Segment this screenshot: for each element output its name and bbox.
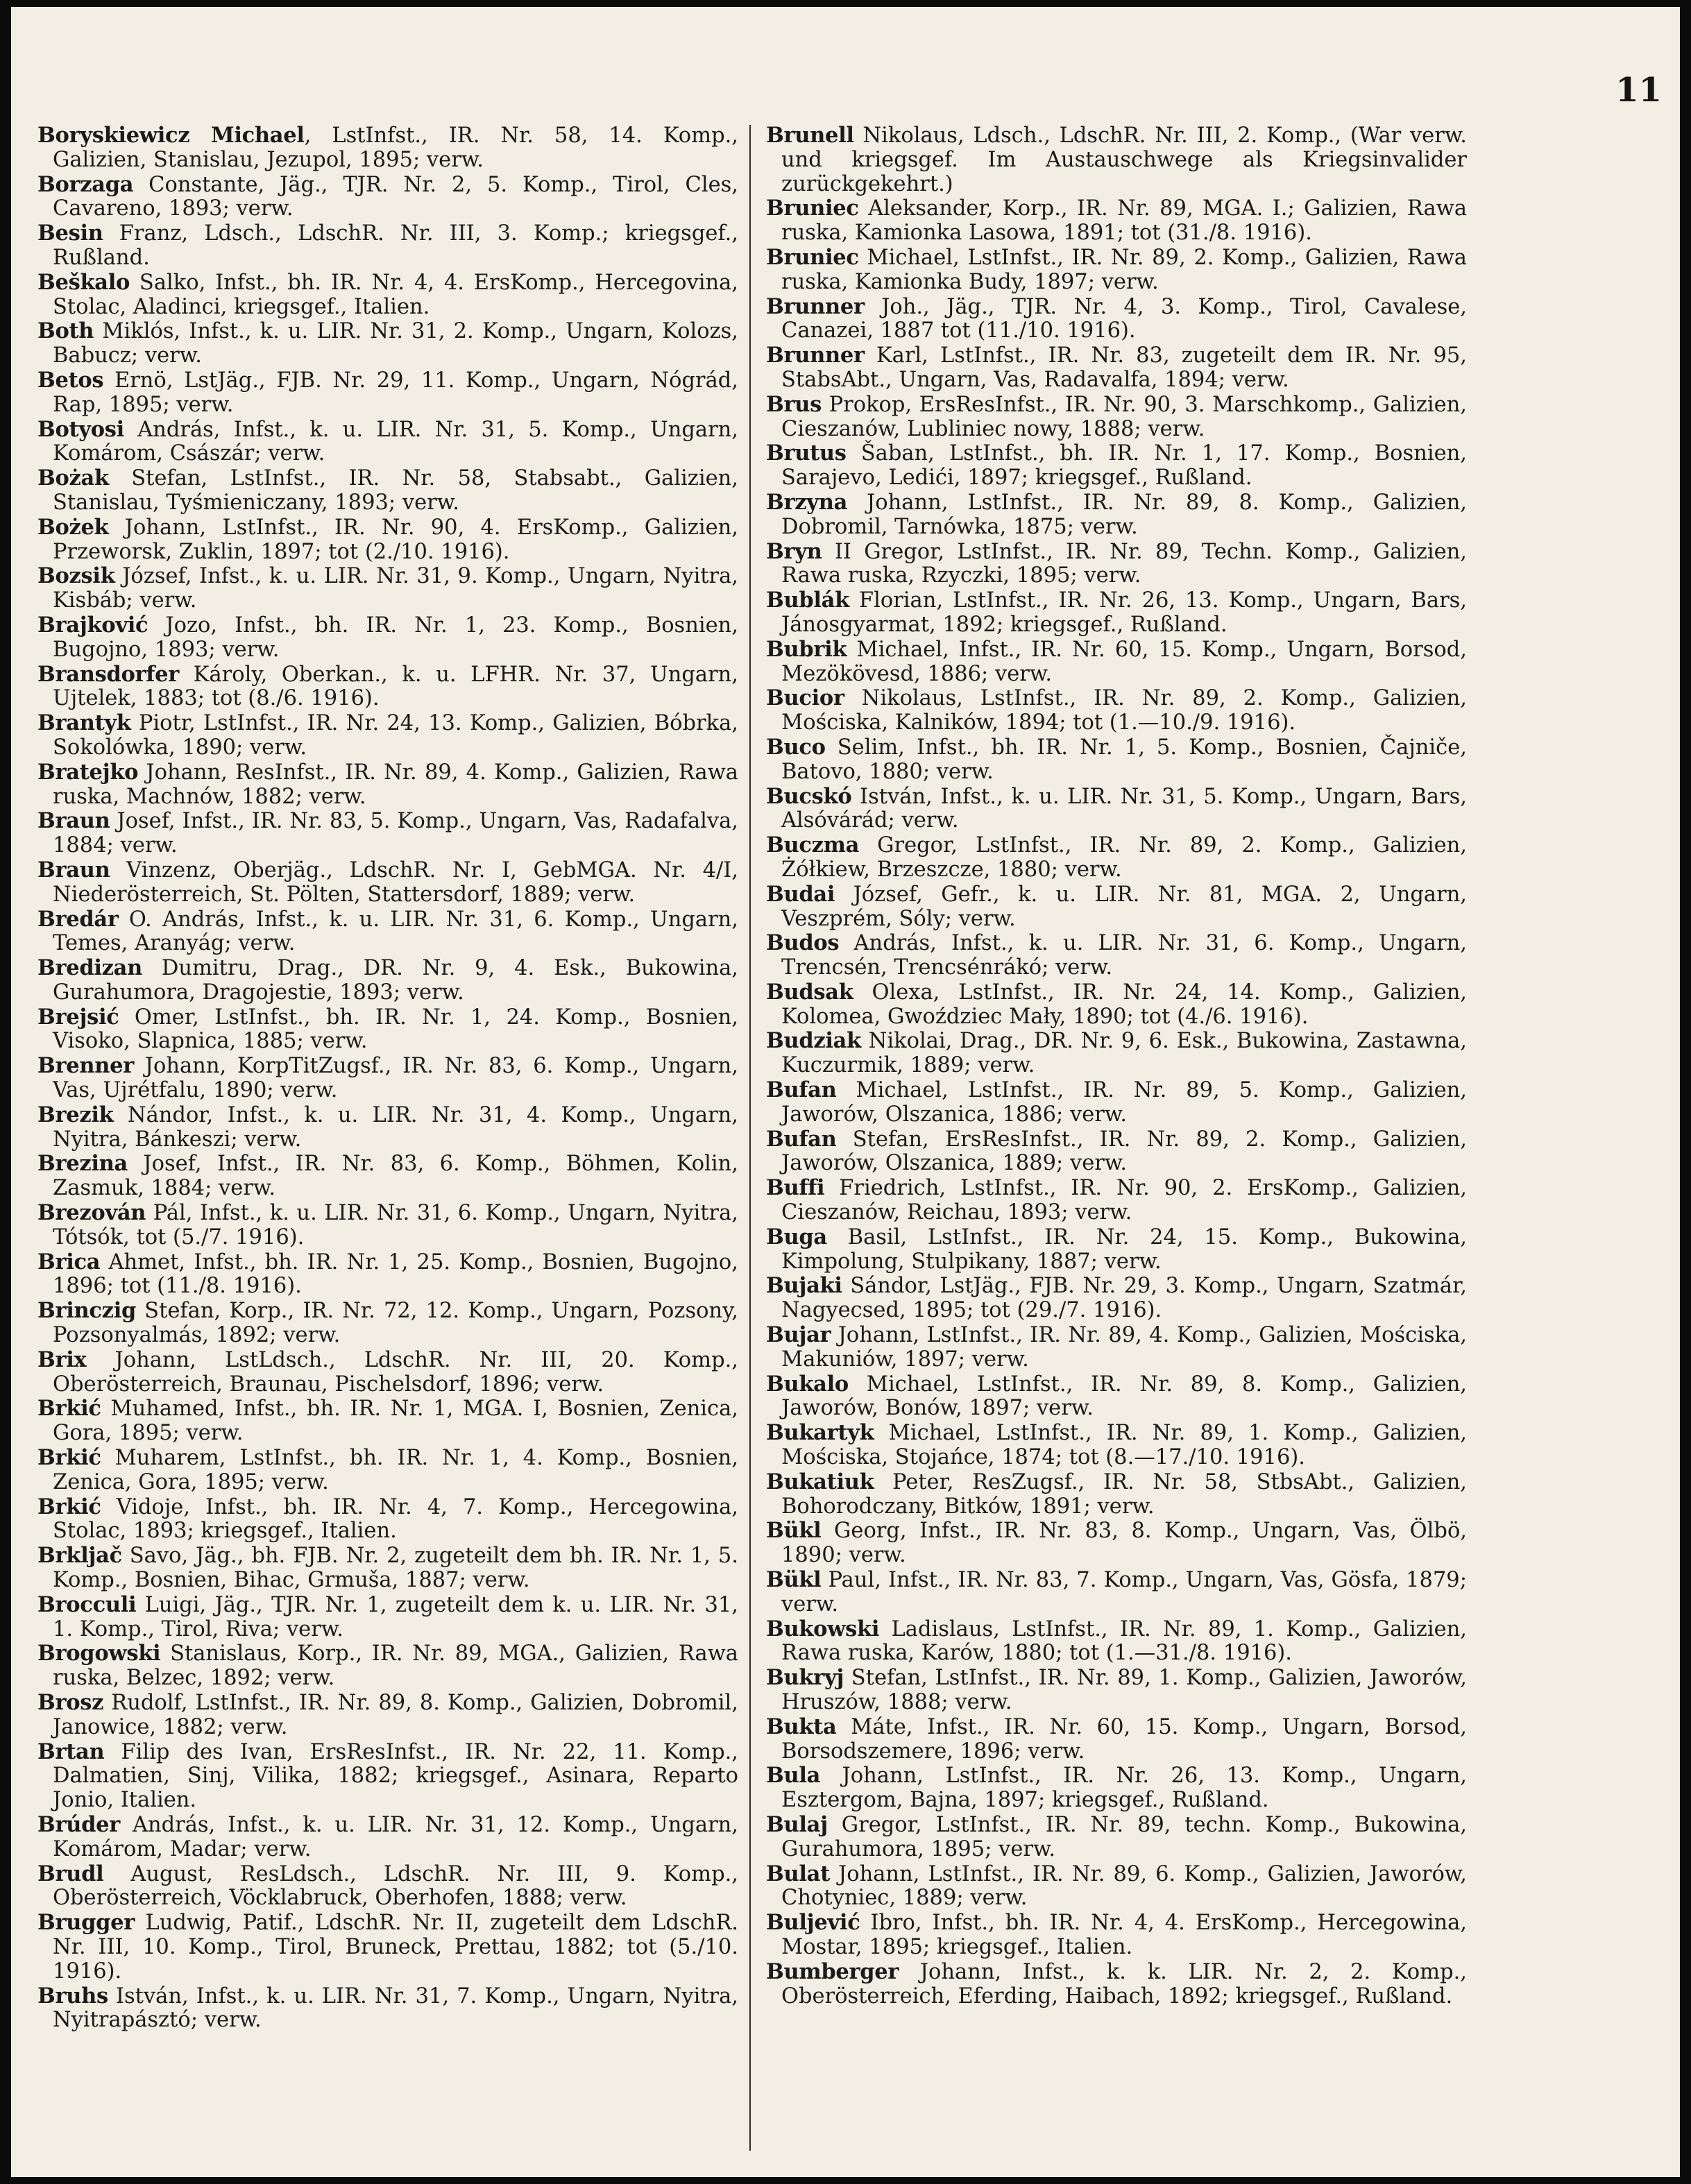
entry-surname: Bublák [766, 588, 849, 613]
entry-surname: Bujaki [766, 1273, 842, 1299]
column-divider [749, 125, 751, 2151]
entry-details: II Gregor, LstInfst., IR. Nr. 89, Techn. Komp., Galizien, Rawa ruska, Rzyczki, 1895; verw. [781, 539, 1467, 588]
entry-details: Johann, LstInfst., IR. Nr. 26, 13. Komp., Ungarn, Esztergom, Bajna, 1897; kriegsgef., Rußland. [781, 1764, 1467, 1813]
roster-entry [766, 1519, 1467, 1568]
roster-entry [37, 1201, 738, 1250]
entry-details: Vidoje, Infst., bh. IR. Nr. 4, 7. Komp., Hercegowina, Stolac, 1893; kriegsgef., Italien. [53, 1494, 738, 1544]
roster-entry [766, 441, 1467, 490]
entry-surname: Bożak [37, 466, 109, 491]
entry-surname: Bujar [766, 1322, 831, 1348]
entry-surname: Brunner [766, 293, 865, 319]
roster-entry [37, 1348, 738, 1397]
entry-details: András, Infst., k. u. LIR. Nr. 31, 5. Komp., Ungarn, Komárom, Császár; verw. [53, 417, 738, 466]
entry-details: Dumitru, Drag., DR. Nr. 9, 4. Esk., Bukowina, Gurahumora, Dragojestie, 1893; verw. [53, 956, 738, 1005]
roster-entry [766, 196, 1467, 246]
roster-entry [766, 931, 1467, 980]
entry-details: Muharem, LstInfst., bh. IR. Nr. 1, 4. Komp., Bosnien, Zenica, Gora, 1895; verw. [53, 1446, 738, 1494]
roster-entry [766, 1666, 1467, 1715]
entry-details: István, Infst., k. u. LIR. Nr. 31, 5. Komp., Ungarn, Bars, Alsóvárád; verw. [781, 784, 1467, 833]
entry-surname: Braun [37, 808, 110, 834]
entry-details: Salko, Infst., bh. IR. Nr. 4, 4. ErsKomp., Hercegovina, Stolac, Aladinci, kriegsgef., Italien. [53, 270, 738, 319]
left-column [37, 123, 738, 2163]
roster-entry [766, 1323, 1467, 1372]
roster-entry [37, 711, 738, 760]
entry-surname: Both [37, 318, 94, 344]
entry-surname: Bransdorfer [37, 661, 179, 687]
entry-surname: Buczma [766, 833, 860, 858]
entry-details: Michael, Infst., IR. Nr. 60, 15. Komp., Ungarn, Borsod, Mezökövesd, 1886; verw. [781, 637, 1467, 686]
entry-details: Johann, ResInfst., IR. Nr. 89, 4. Komp., Galizien, Rawa ruska, Machnów, 1882; verw. [53, 760, 738, 809]
entry-details: Rudolf, LstInfst., IR. Nr. 89, 8. Komp., Galizien, Dobromil, Janowice, 1882; verw. [53, 1691, 738, 1739]
entry-surname: Buljević [766, 1910, 860, 1936]
entry-details: Constante, Jäg., TJR. Nr. 2, 5. Komp., Tirol, Cles, Cavareno, 1893; verw. [53, 172, 738, 221]
entry-details: Josef, Infst., IR. Nr. 83, 6. Komp., Böhmen, Kolin, Zasmuk, 1884; verw. [53, 1152, 738, 1201]
entry-details: Piotr, LstInfst., IR. Nr. 24, 13. Komp., Galizien, Bóbrka, Sokolówka, 1890; verw. [53, 711, 738, 760]
entry-details: Johann, LstInfst., IR. Nr. 90, 4. ErsKomp., Galizien, Przeworsk, Zuklin, 1897; tot (2./10. 1916). [53, 515, 738, 564]
roster-entry [766, 1911, 1467, 1960]
entry-details: Michael, LstInfst., IR. Nr. 89, 2. Komp., Galizien, Rawa ruska, Kamionka Budy, 1897; verw. [781, 245, 1467, 294]
entry-details: Ludwig, Patif., LdschR. Nr. II, zugeteilt dem LdschR. Nr. III, 10. Komp., Tirol, Bruneck, Prettau, 1882; tot (5./10. 1916). [53, 1911, 738, 1983]
entry-details: Stefan, LstInfst., IR. Nr. 89, 1. Komp., Galizien, Jaworów, Hruszów, 1888; verw. [781, 1666, 1467, 1714]
entry-details: Johann, LstInfst., IR. Nr. 89, 6. Komp., Galizien, Jaworów, Chotyniec, 1889; verw. [781, 1861, 1467, 1911]
roster-entry [37, 1299, 738, 1348]
entry-details: Stefan, Korp., IR. Nr. 72, 12. Komp., Ungarn, Pozsony, Pozsonyalmás, 1892; verw. [53, 1299, 738, 1348]
entry-surname: Brugger [37, 1910, 135, 1936]
roster-entry [766, 1421, 1467, 1470]
entry-surname: Bukatiuk [766, 1469, 874, 1494]
entry-surname: Brogowski [37, 1641, 161, 1666]
roster-entry [766, 540, 1467, 589]
roster-entry [766, 1127, 1467, 1177]
entry-details: Johann, Infst., k. k. LIR. Nr. 2, 2. Komp., Oberösterreich, Eferding, Haibach, 1892; kriegsgef., Rußland. [781, 1959, 1467, 2008]
entry-surname: Boryskiewicz Michael [37, 123, 305, 148]
entry-details: Basil, LstInfst., IR. Nr. 24, 15. Komp., Bukowina, Kimpolung, Stulpikany, 1887; verw. [781, 1225, 1467, 1274]
entry-surname: Brinczig [37, 1298, 137, 1324]
entry-surname: Betos [37, 367, 104, 393]
entry-surname: Bucior [766, 685, 844, 711]
roster-entry [37, 418, 738, 467]
entry-details: Georg, Infst., IR. Nr. 83, 8. Komp., Ungarn, Vas, Ölbö, 1890; verw. [781, 1519, 1467, 1568]
roster-entry [37, 466, 738, 515]
roster-entry [37, 1691, 738, 1740]
entry-surname: Bożek [37, 514, 109, 540]
roster-entry [766, 882, 1467, 932]
roster-entry [766, 1617, 1467, 1666]
entry-details: Michael, LstInfst., IR. Nr. 89, 1. Komp., Galizien, Mościska, Stojańce, 1874; tot (8.—17./10. 1916). [781, 1421, 1467, 1470]
entry-details: Omer, LstInfst., bh. IR. Nr. 1, 24. Komp., Bosnien, Visoko, Slapnica, 1885; verw. [53, 1005, 738, 1054]
entry-details: István, Infst., k. u. LIR. Nr. 31, 7. Komp., Ungarn, Nyitra, Nyitrapásztó; verw. [53, 1983, 738, 2033]
roster-entry [37, 1593, 738, 1642]
entry-surname: Brudl [37, 1861, 104, 1886]
entry-surname: Bula [766, 1763, 821, 1789]
roster-entry [37, 1103, 738, 1152]
roster-entry [37, 271, 738, 320]
entry-details: Michael, LstInfst., IR. Nr. 89, 8. Komp., Galizien, Jaworów, Bonów, 1897; verw. [781, 1372, 1467, 1421]
entry-surname: Bulat [766, 1861, 830, 1886]
entry-surname: Brunell [766, 123, 854, 148]
roster-entry [37, 1544, 738, 1593]
roster-entry [37, 564, 738, 613]
entry-details: Ibro, Infst., bh. IR. Nr. 4, 4. ErsKomp., Hercegowina, Mostar, 1895; kriegsgef., Italien. [781, 1911, 1467, 1959]
entry-surname: Budziak [766, 1028, 861, 1054]
entry-details: Nikolaus, LstInfst., IR. Nr. 89, 2. Komp., Galizien, Mościska, Kalników, 1894; tot (1.—10./9. 1916). [781, 686, 1467, 735]
roster-entry [766, 393, 1467, 442]
entry-surname: Buga [766, 1224, 827, 1249]
entry-surname: Bukalo [766, 1371, 849, 1397]
roster-entry [37, 1250, 738, 1299]
roster-entry [37, 1054, 738, 1103]
entry-surname: Bredizan [37, 955, 143, 981]
entry-details: József, Infst., k. u. LIR. Nr. 31, 9. Komp., Ungarn, Nyitra, Kisbáb; verw. [53, 564, 738, 613]
right-column [766, 123, 1467, 2163]
roster-entry [37, 1446, 738, 1495]
entry-details: Stefan, ErsResInfst., IR. Nr. 89, 2. Komp., Galizien, Jaworów, Olszanica, 1889; verw. [781, 1127, 1467, 1176]
entry-surname: Brkić [37, 1445, 101, 1471]
roster-entry [37, 319, 738, 368]
entry-details: Aleksander, Korp., IR. Nr. 89, MGA. I.; Galizien, Rawa ruska, Kamionka Lasowa, 1891; tot (31./8. 1916). [781, 196, 1467, 246]
roster-entry [766, 1470, 1467, 1519]
entry-surname: Brkić [37, 1396, 101, 1422]
roster-entry [37, 1152, 738, 1201]
entry-details: Peter, ResZugsf., IR. Nr. 58, StbsAbt., Galizien, Bohorodczany, Bitków, 1891; verw. [781, 1469, 1467, 1519]
entry-surname: Beškalo [37, 269, 130, 295]
entry-surname: Bukartyk [766, 1420, 874, 1446]
roster-entry [37, 613, 738, 663]
roster-entry [37, 1495, 738, 1544]
entry-details: Jozo, Infst., bh. IR. Nr. 1, 23. Komp., Bosnien, Bugojno, 1893; verw. [53, 613, 738, 662]
entry-surname: Bükl [766, 1518, 822, 1544]
roster-entry [766, 980, 1467, 1030]
entry-surname: Bryn [766, 538, 822, 564]
entry-details: Franz, Ldsch., LdschR. Nr. III, 3. Komp.; kriegsgef., Rußland. [53, 221, 738, 270]
roster-entry [766, 246, 1467, 295]
entry-details: Karl, LstInfst., IR. Nr. 83, zugeteilt dem IR. Nr. 95, StabsAbt., Ungarn, Vas, Radavalfa, 1894; verw. [781, 343, 1467, 392]
entry-surname: Bufan [766, 1077, 837, 1103]
entry-surname: Brezina [37, 1151, 128, 1177]
entry-surname: Brzyna [766, 489, 848, 515]
entry-surname: Brocculi [37, 1592, 137, 1617]
roster-entry [37, 1005, 738, 1055]
roster-entry [766, 1078, 1467, 1127]
entry-surname: Brtan [37, 1739, 105, 1764]
entry-surname: Bredár [37, 906, 119, 932]
roster-entry [766, 833, 1467, 882]
roster-entry [766, 1274, 1467, 1323]
entry-details: Joh., Jäg., TJR. Nr. 4, 3. Komp., Tirol, Cavalese, Canazei, 1887 tot (11./10. 1916). [781, 294, 1467, 343]
roster-entry [766, 686, 1467, 735]
entry-surname: Botyosi [37, 416, 124, 442]
entry-surname: Bruniec [766, 244, 859, 270]
entry-details: Florian, LstInfst., IR. Nr. 26, 13. Komp., Ungarn, Bars, Jánosgyarmat, 1892; kriegsgef., Rußland. [781, 588, 1467, 637]
entry-surname: Bukowski [766, 1616, 880, 1641]
entry-surname: Brúder [37, 1811, 121, 1837]
roster-entry [37, 368, 738, 418]
roster-entry [766, 490, 1467, 540]
entry-details: Johann, LstLdsch., LdschR. Nr. III, 20. Komp., Oberösterreich, Braunau, Pischelsdorf, 1896; verw. [53, 1347, 738, 1397]
entry-details: Vinzenz, Oberjäg., LdschR. Nr. I, GebMGA. Nr. 4/I, Niederösterreich, St. Pölten, Stattersdorf, 1889; verw. [53, 858, 738, 907]
entry-surname: Bubrik [766, 636, 847, 662]
roster-entry [766, 295, 1467, 344]
entry-surname: Bucskó [766, 783, 852, 809]
page-number: 11 [1615, 71, 1662, 110]
entry-surname: Budos [766, 930, 840, 956]
entry-surname: Bruniec [766, 196, 859, 221]
roster-entry [766, 638, 1467, 687]
entry-surname: Braun [37, 857, 110, 882]
entry-surname: Brajković [37, 612, 148, 638]
entry-surname: Brix [37, 1347, 87, 1372]
entry-details: Máte, Infst., IR. Nr. 60, 15. Komp., Ungarn, Borsod, Borsodszemere, 1896; verw. [781, 1714, 1467, 1764]
roster-entry [37, 173, 738, 222]
entry-surname: Brus [766, 391, 822, 417]
entry-details: Muhamed, Infst., bh. IR. Nr. 1, MGA. I, Bosnien, Zenica, Gora, 1895; verw. [53, 1397, 738, 1446]
entry-surname: Bukta [766, 1714, 837, 1739]
roster-entry [766, 588, 1467, 638]
entry-details: József, Gefr., k. u. LIR. Nr. 81, MGA. 2, Ungarn, Veszprém, Sóly; verw. [781, 882, 1467, 931]
roster-entry [766, 1960, 1467, 2009]
roster-entry [37, 221, 738, 271]
roster-entry [766, 1813, 1467, 1862]
scanned-page [11, 7, 1680, 2177]
entry-surname: Bratejko [37, 759, 139, 785]
entry-details: Sándor, LstJäg., FJB. Nr. 29, 3. Komp., Ungarn, Szatmár, Nagyecsed, 1895; tot (29./7. 1916). [781, 1274, 1467, 1323]
entry-details: Prokop, ErsResInfst., IR. Nr. 90, 3. Marschkomp., Galizien, Cieszanów, Lubliniec nowy, 1888; verw. [781, 392, 1467, 441]
entry-surname: Brezik [37, 1102, 114, 1127]
roster-entry [766, 1715, 1467, 1764]
roster-entry [766, 1372, 1467, 1422]
entry-details: András, Infst., k. u. LIR. Nr. 31, 6. Komp., Ungarn, Trencsén, Trencsénrákó; verw. [781, 931, 1467, 980]
entry-surname: Brejsić [37, 1004, 119, 1030]
entry-details: Károly, Oberkan., k. u. LFHR. Nr. 37, Ungarn, Ujtelek, 1883; tot (8./6. 1916). [53, 662, 738, 711]
roster-entry [37, 1862, 738, 1911]
entry-details: Gregor, LstInfst., IR. Nr. 89, techn. Komp., Bukowina, Gurahumora, 1895; verw. [781, 1812, 1467, 1861]
roster-entry [766, 1862, 1467, 1911]
roster-entry [766, 1568, 1467, 1617]
roster-entry [766, 1225, 1467, 1274]
entry-details: Pál, Infst., k. u. LIR. Nr. 31, 6. Komp., Ungarn, Nyitra, Tótsók, tot (5./7. 1916). [53, 1201, 738, 1249]
roster-entry [37, 1911, 738, 1983]
entry-surname: Bumberger [766, 1959, 899, 1984]
entry-surname: Borzaga [37, 171, 134, 197]
entry-details: O. András, Infst., k. u. LIR. Nr. 31, 6. Komp., Ungarn, Temes, Aranyág; verw. [53, 907, 738, 956]
roster-entry [37, 515, 738, 565]
entry-details: Johann, LstInfst., IR. Nr. 89, 8. Komp., Galizien, Dobromil, Tarnówka, 1875; verw. [781, 490, 1467, 539]
entry-details: Filip des Ivan, ErsResInfst., IR. Nr. 22, 11. Komp., Dalmatien, Sinj, Vilika, 1882; kriegsgef., Asinara, Reparto Jonio, Italien. [53, 1739, 738, 1813]
roster-entry [37, 1397, 738, 1446]
entry-details: Olexa, LstInfst., IR. Nr. 24, 14. Komp., Galizien, Kolomea, Gwoździec Mały, 1890; tot (4./6. 1916). [781, 980, 1467, 1029]
roster-entry [37, 663, 738, 712]
entry-surname: Bozsik [37, 563, 115, 589]
entry-surname: Brantyk [37, 710, 131, 736]
roster-entry [37, 123, 738, 173]
roster-entry [766, 1029, 1467, 1078]
entry-details: Ladislaus, LstInfst., IR. Nr. 89, 1. Komp., Galizien, Rawa ruska, Karów, 1880; tot (1.—31./8. 1916). [781, 1616, 1467, 1666]
roster-entry [766, 1764, 1467, 1813]
entry-details: Friedrich, LstInfst., IR. Nr. 90, 2. ErsKomp., Galizien, Cieszanów, Reichau, 1893; verw. [781, 1176, 1467, 1225]
roster-entry [766, 343, 1467, 393]
roster-entry [766, 123, 1467, 196]
roster-entry [37, 809, 738, 858]
entry-surname: Bufan [766, 1126, 837, 1152]
entry-surname: Brkić [37, 1494, 101, 1519]
roster-entry [37, 1984, 738, 2033]
entry-details: Gregor, LstInfst., IR. Nr. 89, 2. Komp., Galizien, Żółkiew, Brzeszcze, 1880; verw. [781, 833, 1467, 882]
entry-surname: Budai [766, 881, 835, 907]
entry-surname: Besin [37, 221, 103, 246]
entry-surname: Bükl [766, 1567, 822, 1593]
roster-entry [766, 785, 1467, 834]
entry-surname: Brosz [37, 1690, 104, 1715]
entry-details: Stanislaus, Korp., IR. Nr. 89, MGA., Galizien, Rawa ruska, Belzec, 1892; verw. [53, 1641, 738, 1691]
entry-details: Stefan, LstInfst., IR. Nr. 58, Stabsabt., Galizien, Stanislau, Tyśmieniczany, 1893; verw. [53, 466, 738, 515]
entry-details: Johann, KorpTitZugsf., IR. Nr. 83, 6. Komp., Ungarn, Vas, Ujrétfalu, 1890; verw. [53, 1054, 738, 1103]
entry-details: Miklós, Infst., k. u. LIR. Nr. 31, 2. Komp., Ungarn, Kolozs, Babucz; verw. [53, 319, 738, 368]
entry-details: Johann, LstInfst., IR. Nr. 89, 4. Komp., Galizien, Mościska, Makuniów, 1897; verw. [781, 1323, 1467, 1372]
roster-entry [37, 956, 738, 1005]
entry-surname: Buffi [766, 1175, 825, 1201]
entry-surname: Brkljač [37, 1543, 122, 1569]
entry-details: Michael, LstInfst., IR. Nr. 89, 5. Komp., Galizien, Jaworów, Olszanica, 1886; verw. [781, 1078, 1467, 1127]
roster-entry [37, 858, 738, 907]
entry-details: András, Infst., k. u. LIR. Nr. 31, 12. Komp., Ungarn, Komárom, Madar; verw. [53, 1812, 738, 1861]
entry-details: Selim, Infst., bh. IR. Nr. 1, 5. Komp., Bosnien, Čajniče, Batovo, 1880; verw. [781, 735, 1467, 784]
roster-entry [37, 1740, 738, 1813]
entry-details: Paul, Infst., IR. Nr. 83, 7. Komp., Ungarn, Vas, Gösfa, 1879; verw. [781, 1568, 1467, 1616]
entry-details: Ernö, LstJäg., FJB. Nr. 29, 11. Komp., Ungarn, Nógrád, Rap, 1895; verw. [53, 368, 738, 417]
entry-surname: Buco [766, 734, 826, 760]
roster-entry [766, 1176, 1467, 1225]
entry-details: Josef, Infst., IR. Nr. 83, 5. Komp., Ungarn, Vas, Radafalva, 1884; verw. [53, 809, 738, 858]
entry-surname: Brunner [766, 343, 865, 368]
entry-details: , LstInfst., IR. Nr. 58, 14. Komp., Galizien, Stanislau, Jezupol, 1895; verw. [53, 123, 738, 172]
roster-entry [37, 1813, 738, 1862]
roster-entry [37, 1641, 738, 1691]
entry-surname: Brutus [766, 441, 847, 466]
entry-surname: Brenner [37, 1053, 134, 1079]
entry-details: Ahmet, Infst., bh. IR. Nr. 1, 25. Komp., Bosnien, Bugojno, 1896; tot (11./8. 1916). [53, 1249, 738, 1299]
roster-entry [37, 907, 738, 957]
entry-surname: Bukryj [766, 1665, 844, 1691]
entry-surname: Budsak [766, 979, 853, 1005]
entry-details: Nándor, Infst., k. u. LIR. Nr. 31, 4. Komp., Ungarn, Nyitra, Bánkeszi; verw. [53, 1102, 738, 1152]
entry-surname: Brica [37, 1249, 101, 1274]
entry-surname: Bulaj [766, 1811, 828, 1837]
roster-entry [37, 760, 738, 810]
entry-details: August, ResLdsch., LdschR. Nr. III, 9. Komp., Oberösterreich, Vöcklabruck, Oberhofen, 1888; verw. [53, 1861, 738, 1911]
entry-details: Šaban, LstInfst., bh. IR. Nr. 1, 17. Komp., Bosnien, Sarajevo, Ledići, 1897; kriegsgef., Rußland. [781, 441, 1467, 490]
entry-details: Luigi, Jäg., TJR. Nr. 1, zugeteilt dem k. u. LIR. Nr. 31, 1. Komp., Tirol, Riva; verw. [53, 1592, 738, 1641]
entry-surname: Bruhs [37, 1983, 108, 2008]
roster-entry [766, 735, 1467, 785]
entry-details: Nikolaus, Ldsch., LdschR. Nr. III, 2. Komp., (War verw. und kriegsgef. Im Austauschwege als Kriegsinvalider zurückgekehrt.) [781, 123, 1467, 196]
entry-details: Nikolai, Drag., DR. Nr. 9, 6. Esk., Bukowina, Zastawna, Kuczurmik, 1889; verw. [781, 1029, 1467, 1078]
entry-surname: Brezován [37, 1200, 146, 1226]
entry-details: Savo, Jäg., bh. FJB. Nr. 2, zugeteilt dem bh. IR. Nr. 1, 5. Komp., Bosnien, Bihac, Grmuša, 1887; verw. [53, 1544, 738, 1593]
